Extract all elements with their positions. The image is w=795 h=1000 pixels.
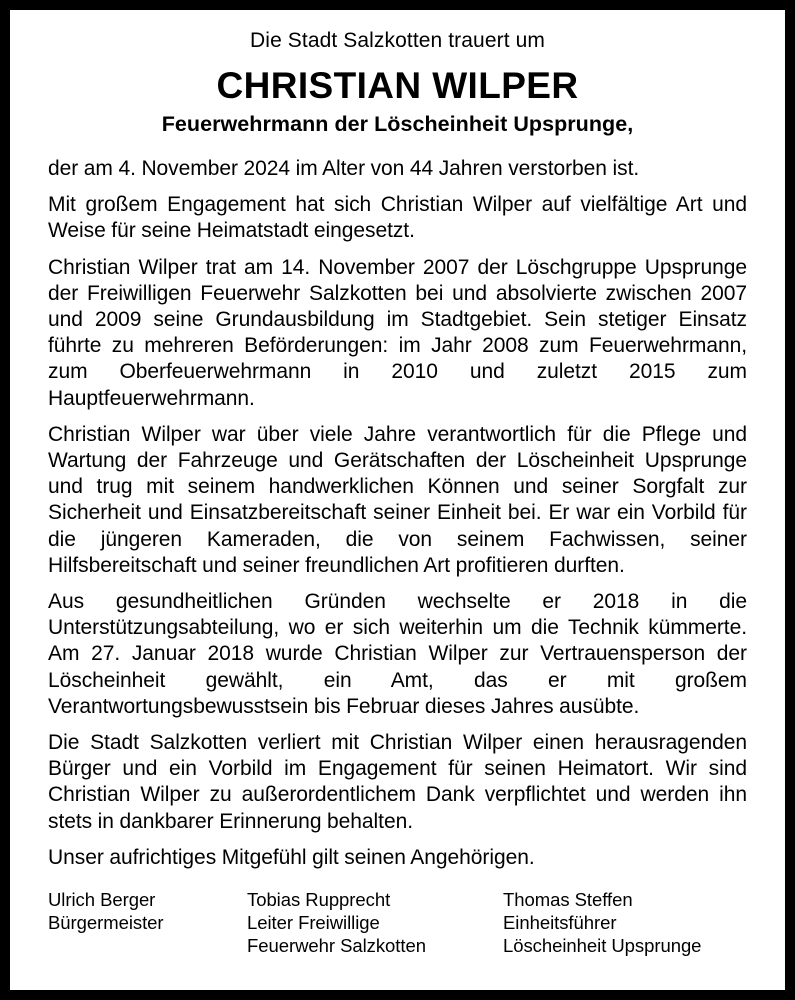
deceased-role: Feuerwehrmann der Löscheinheit Upsprunge, <box>161 112 634 136</box>
notice-preline: Die Stadt Salzkotten trauert um <box>250 29 545 52</box>
notice-paragraph: Christian Wilper war über viele Jahre verantwortlich für die Pflege und Wartung der Fahrzeuge und Gerätschaften der Löscheinheit Upsprunge und trug mit seinem handwerklichen Können und seiner Sorgfalt zur Sicherheit und Einsatzbereitschaft seiner Einheit bei. Er war ein Vorbild für die jüngeren Kameraden, die von seinem Fachwissen, seiner Hilfsbereitschaft und seiner freundlichen Art profitieren durften. <box>48 422 747 577</box>
signatory-column <box>503 888 747 957</box>
notice-paragraph: Unser aufrichtiges Mitgefühl gilt seinen Angehörigen. <box>48 845 535 869</box>
notice-paragraph: der am 4. November 2024 im Alter von 44 Jahren verstorben ist. <box>48 157 640 180</box>
notice-paragraph: Christian Wilper trat am 14. November 2007 der Löschgruppe Upsprunge der Freiwilligen Feuerwehr Salzkotten bei und absolvierte zwischen 2007 und 2009 seine Grundausbildung im Stadtgebiet. Sein stetiger Einsatz führte zu mehreren Beförderungen: im Jahr 2008 zum Feuerwehrmann, zum Oberfeuerwehrmann in 2010 und zuletzt 2015 zum Hauptfeuerwehrmann. <box>48 255 747 410</box>
notice-body <box>48 156 747 871</box>
signatory-name: Ulrich Berger <box>48 889 156 911</box>
signatory-title: Löscheinheit Upsprunge <box>503 935 702 957</box>
signatory-title: Feuerwehr Salzkotten <box>247 935 426 957</box>
signatory-name: Thomas Steffen <box>503 889 633 911</box>
signatory-name: Tobias Rupprecht <box>247 889 391 911</box>
signature-block <box>48 888 747 957</box>
notice-paragraph: Mit großem Engagement hat sich Christian Wilper auf vielfältige Art und Weise für seine Heimatstadt eingesetzt. <box>48 193 747 243</box>
signatory-column <box>48 888 247 957</box>
notice-paragraph: Aus gesundheitlichen Gründen wechselte er 2018 in die Unterstützungsabteilung, wo er sich weiterhin um die Technik kümmerte. Am 27. Januar 2018 wurde Christian Wilper zur Vertrauensperson der Löscheinheit gewählt, ein Amt, das er mit großem Verantwortungsbewusstsein bis Februar dieses Jahres ausübte. <box>48 590 747 718</box>
signatory-title: Bürgermeister <box>48 912 164 934</box>
signatory-title: Einheitsführer <box>503 912 617 934</box>
notice-paragraph: Die Stadt Salzkotten verliert mit Christian Wilper einen herausragenden Bürger und ein Vorbild im Engagement für seinen Heimatort. Wir sind Christian Wilper zu außerordentlichem Dank verpflichtet und werden ihn stets in dankbarer Erinnerung behalten. <box>48 731 747 833</box>
signatory-column <box>247 888 503 957</box>
notice-inner-frame <box>10 10 785 990</box>
signatory-title: Leiter Freiwillige <box>247 912 380 934</box>
deceased-name: CHRISTIAN WILPER <box>216 65 579 106</box>
